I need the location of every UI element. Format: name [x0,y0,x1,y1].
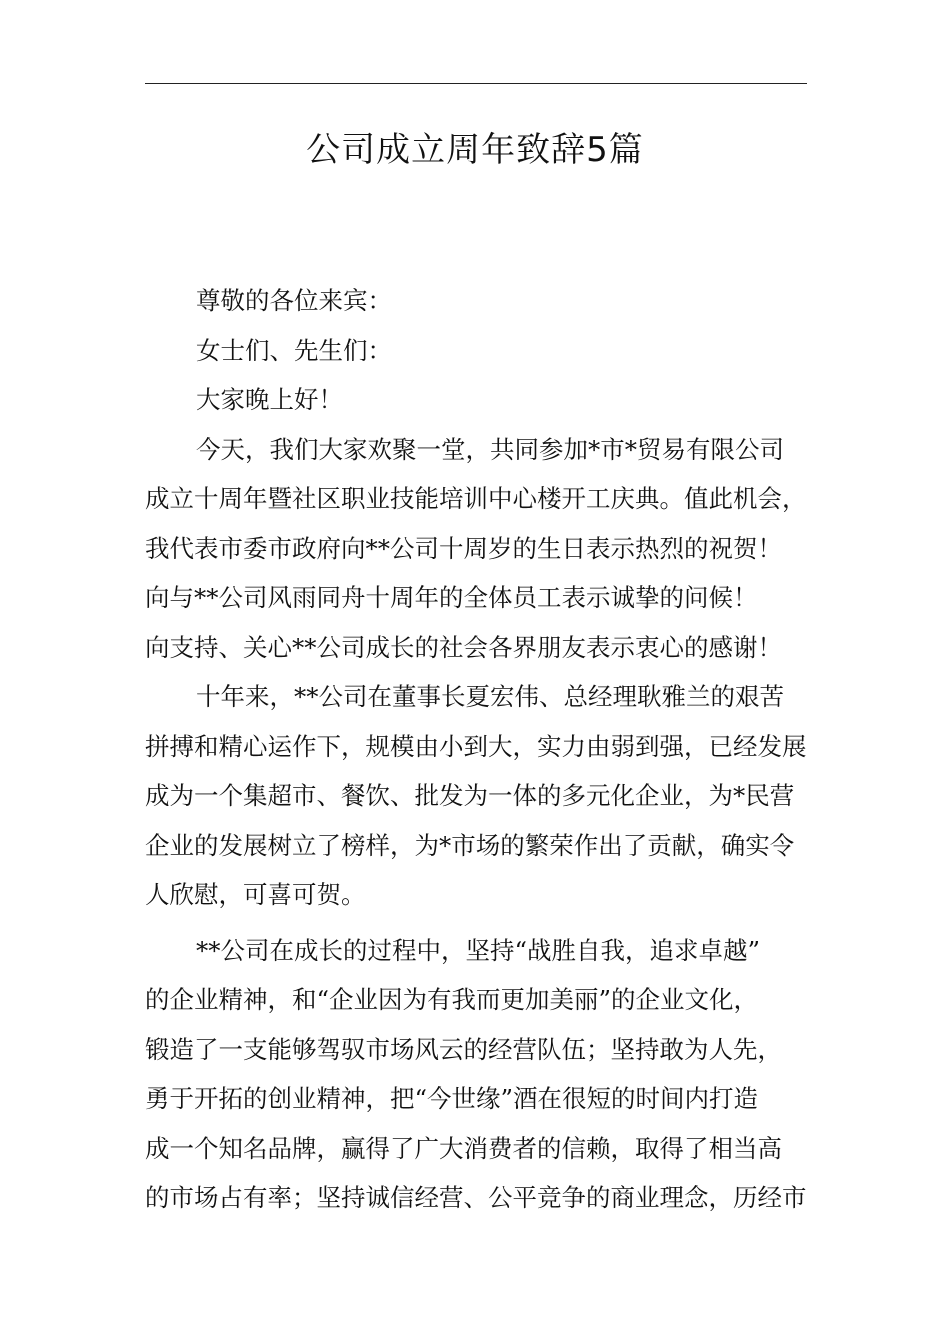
paragraph-line: 向支持、关心**公司成长的社会各界朋友表示衷心的感谢！ [145,632,782,662]
paragraph-line: 成为一个集超市、餐饮、批发为一体的多元化企业，为*民营 [145,781,795,810]
paragraph-line: **公司在成长的过程中，坚持“战胜自我，追求卓越” [196,935,761,965]
paragraph-line: 我代表市委市政府向**公司十周岁的生日表示热烈的祝贺！ [145,533,782,563]
document-body [145,276,810,1223]
greeting-line: 大家晚上好！ [196,385,343,414]
paragraph-line: 锻造了一支能够驾驭市场风云的经营队伍；坚持敢为人先， [145,1034,782,1064]
header-rule [145,83,807,84]
paragraph-line: 成一个知名品牌，赢得了广大消费者的信赖，取得了相当高 [145,1133,782,1163]
salutation-line: 女士们、先生们： [196,335,392,365]
salutation-line: 尊敬的各位来宾： [196,286,392,315]
paragraph-line: 企业的发展树立了榜样，为*市场的繁荣作出了贡献，确实令 [145,830,795,860]
paragraph-line: 成立十周年暨社区职业技能培训中心楼开工庆典。值此机会， [145,484,807,513]
paragraph-line: 今天，我们大家欢聚一堂，共同参加*市*贸易有限公司 [196,434,784,464]
paragraph-line: 十年来，**公司在董事长夏宏伟、总经理耿雅兰的艰苦 [196,682,784,711]
paragraph-line: 的市场占有率；坚持诚信经营、公平竞争的商业理念，历经市 [145,1183,807,1212]
paragraph-line: 人欣慰，可喜可贺。 [145,880,366,909]
paragraph-line: 的企业精神，和“企业因为有我而更加美丽”的企业文化， [145,985,759,1014]
paragraph-line: 勇于开拓的创业精神，把“今世缘”酒在很短的时间内打造 [145,1084,759,1113]
paragraph-line: 向与**公司风雨同舟十周年的全体员工表示诚挚的问候！ [145,583,758,612]
paragraph-line: 拼搏和精心运作下，规模由小到大，实力由弱到强，已经发展 [145,731,807,761]
document-title: 公司成立周年致辞5篇 [306,130,644,170]
